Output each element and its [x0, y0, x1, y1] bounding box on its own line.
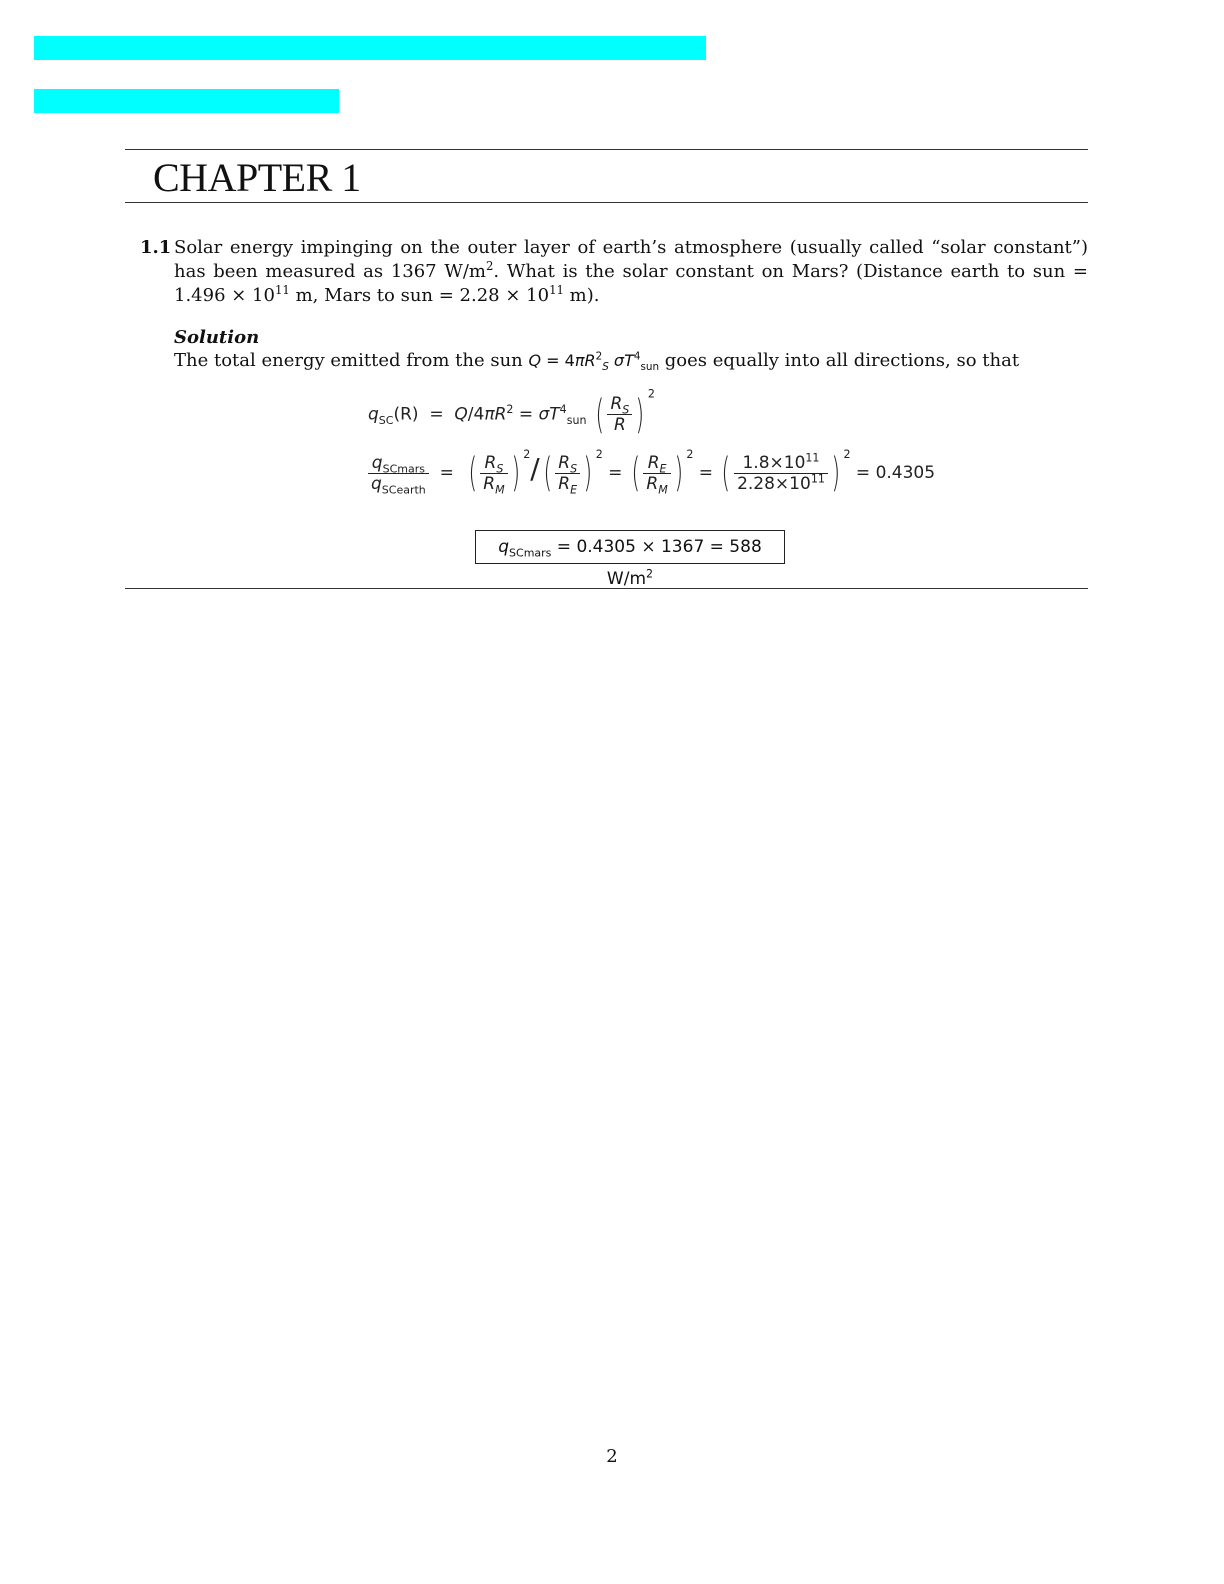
equation-2: $\frac{q_{SCmars}}{q_{SCearth}}$ = ( $\frac{R_S}{R_M}$ ) $^2$/( $\frac{R_S}{R_E}$ ) $^2$ = ( $\frac{R_E}{R_M}$ ) $^2$ = ( $\frac{1.8\times 10^{11}}{2.28\times 10^{11}}$ ) $^2$ = 0.4305 [368, 452, 935, 494]
solution-heading: Solution [174, 327, 260, 348]
boxed-result: $q_{SCmars} = 0.4305 \times 1367 = 588$ $W/m^2$ [475, 530, 785, 564]
energy-formula: $Q = 4\pi R^2_S$ $\sigma T^4_{sun}$ [528, 350, 660, 374]
equation-1: $q_{SC}(R) = Q/4\pi R^2 = \sigma T^4_{sun}$ ( $\frac{R_S}{R}$ ) $^2$ [368, 387, 655, 438]
ratio-result: = 0.4305 [855, 463, 936, 483]
problem-1-1 [140, 236, 1088, 308]
solution-intro: The total energy emitted from the sun $Q = 4\pi R^2_S$ $\sigma T^4_{sun}$ goes equally into all directions, so that [174, 350, 1020, 374]
ratio-fraction: $\frac{q_{SCmars}}{q_{SCearth}}$ [368, 453, 429, 494]
rule-under-title [125, 202, 1088, 203]
distance-fraction: $\frac{1.8\times 10^{11}}{2.28\times 10^{11}}$ [734, 453, 828, 494]
highlight-bar-top [34, 36, 706, 60]
page-number: 2 [606, 1446, 618, 1467]
problem-text: Solar energy impinging on the outer layer of earth’s atmosphere (usually called “solar constant”) has been measured as 1367 $W/m^2$. What is the solar constant on Mars? (Distance earth to sun = $1.496 \times 10^{11}$ m, Mars to sun = $2.28 \times 10^{11}$ m). [174, 237, 1088, 306]
highlight-bar-second [34, 89, 339, 113]
rule-top [125, 149, 1088, 150]
problem-number: 1.1 [140, 237, 172, 258]
rule-bottom [125, 588, 1088, 589]
chapter-title: CHAPTER 1 [153, 155, 361, 200]
